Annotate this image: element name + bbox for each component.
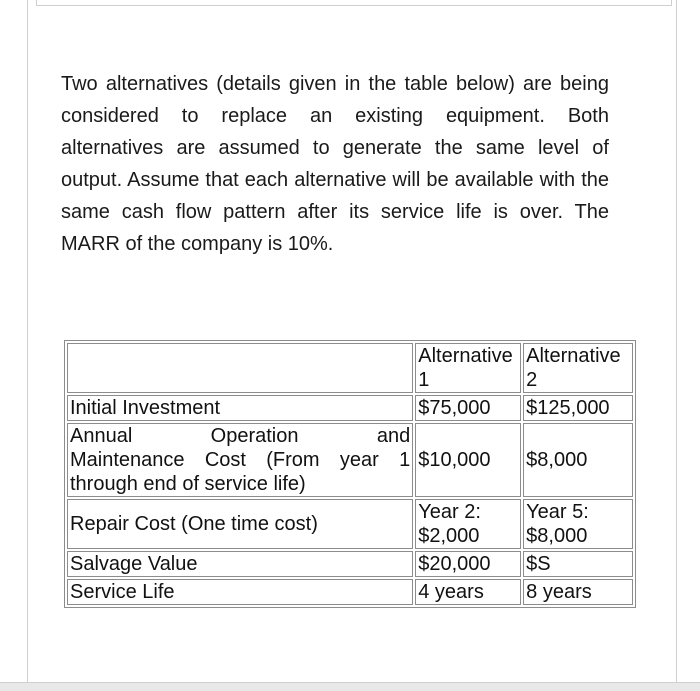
header-alternative-1: Alternative 1 <box>415 343 521 393</box>
row-label-line: through end of service life) <box>70 473 306 495</box>
row-label-service-life: Service Life <box>67 579 413 605</box>
row-label-line: Annual Operation and <box>70 425 411 447</box>
table-row <box>67 499 633 549</box>
table-row <box>67 551 633 577</box>
row-label-salvage-value: Salvage Value <box>67 551 413 577</box>
alternatives-table <box>64 340 636 608</box>
row-label-initial-investment: Initial Investment <box>67 395 413 421</box>
table-row <box>67 579 633 605</box>
cell-alt1-initial-investment: $75,000 <box>415 395 521 421</box>
cell-alt2-salvage-value: $S <box>523 551 633 577</box>
header-empty-cell <box>67 343 413 393</box>
row-label-line: Maintenance Cost (From year 1 <box>70 449 411 471</box>
cell-alt2-annual-om-cost: $8,000 <box>523 423 633 497</box>
table-row <box>67 395 633 421</box>
row-label-repair-cost: Repair Cost (One time cost) <box>67 499 413 549</box>
cell-alt1-annual-om-cost: $10,000 <box>415 423 521 497</box>
cell-alt1-salvage-value: $20,000 <box>415 551 521 577</box>
cell-alt1-service-life: 4 years <box>415 579 521 605</box>
cell-alt2-service-life: 8 years <box>523 579 633 605</box>
table-header-row <box>67 343 633 393</box>
row-label-annual-om-cost <box>67 423 413 497</box>
cell-alt2-repair-cost: Year 5: $8,000 <box>523 499 633 549</box>
table-row <box>67 423 633 497</box>
cell-alt2-initial-investment: $125,000 <box>523 395 633 421</box>
top-strip <box>36 0 672 6</box>
cell-alt1-repair-cost: Year 2: $2,000 <box>415 499 521 549</box>
header-alternative-2: Alternative 2 <box>523 343 633 393</box>
problem-statement: Two alternatives (details given in the table below) are being considered to replace an existing equipment. Both alternatives are assumed to generate the same level of output. Assume that each alternative will be available with the same cash flow pattern after its service life is over. The MARR of the company is 10%. <box>61 73 609 255</box>
